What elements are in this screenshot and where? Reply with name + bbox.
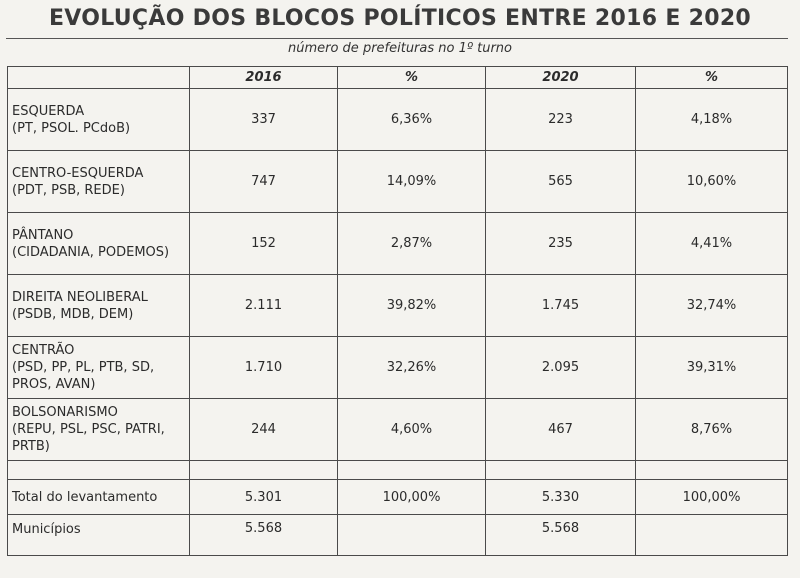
block-name: CENTRÃO	[12, 343, 75, 358]
header-2020: 2020	[486, 67, 636, 89]
cell-pct-2020: 10,60%	[636, 151, 788, 213]
total-pct-2016: 100,00%	[338, 480, 486, 515]
block-name: ESQUERDA	[12, 103, 85, 119]
political-blocks-table	[7, 66, 788, 556]
total-2020: 5.330	[486, 480, 636, 515]
total-row	[8, 480, 788, 515]
block-name: BOLSONARISMO	[12, 405, 118, 420]
table-row	[8, 151, 788, 213]
block-parties: (PSD, PP, PL, PTB, SD, PROS, AVAN)	[12, 360, 155, 392]
cell-2020: 467	[486, 399, 636, 461]
cell-pct-2016: 4,60%	[338, 399, 486, 461]
cell-2016: 337	[190, 89, 338, 151]
municipios-2016: 5.568	[190, 515, 338, 556]
spacer-cell	[190, 461, 338, 480]
cell-2020: 223	[486, 89, 636, 151]
total-pct-2020: 100,00%	[636, 480, 788, 515]
block-label	[8, 337, 190, 399]
spacer-cell	[636, 461, 788, 480]
cell-pct-2016: 2,87%	[338, 213, 486, 275]
municipios-pct-2020	[636, 515, 788, 556]
cell-pct-2020: 4,18%	[636, 89, 788, 151]
block-parties: (PT, PSOL. PCdoB)	[12, 120, 131, 136]
cell-2016: 152	[190, 213, 338, 275]
total-2016: 5.301	[190, 480, 338, 515]
block-parties: (PSDB, MDB, DEM)	[12, 306, 134, 322]
title-divider	[6, 38, 788, 39]
cell-2020: 1.745	[486, 275, 636, 337]
cell-2020: 565	[486, 151, 636, 213]
cell-pct-2016: 39,82%	[338, 275, 486, 337]
cell-2016: 1.710	[190, 337, 338, 399]
cell-pct-2016: 14,09%	[338, 151, 486, 213]
spacer-cell	[338, 461, 486, 480]
cell-2016: 244	[190, 399, 338, 461]
block-label	[8, 151, 190, 213]
municipios-2020: 5.568	[486, 515, 636, 556]
spacer-row	[8, 461, 788, 480]
block-parties: (PDT, PSB, REDE)	[12, 182, 125, 198]
cell-pct-2016: 32,26%	[338, 337, 486, 399]
block-name: CENTRO-ESQUERDA	[12, 165, 144, 181]
cell-pct-2016: 6,36%	[338, 89, 486, 151]
total-label: Total do levantamento	[8, 480, 190, 515]
cell-pct-2020: 32,74%	[636, 275, 788, 337]
municipios-pct-2016	[338, 515, 486, 556]
municipios-label: Municípios	[8, 515, 190, 556]
cell-2020: 2.095	[486, 337, 636, 399]
block-parties: (CIDADANIA, PODEMOS)	[12, 244, 170, 260]
table-subtitle: número de prefeituras no 1º turno	[287, 41, 512, 56]
header-blank	[8, 67, 190, 89]
table-row	[8, 213, 788, 275]
cell-2020: 235	[486, 213, 636, 275]
block-label	[8, 89, 190, 151]
table-row	[8, 89, 788, 151]
header-pct-2016: %	[338, 67, 486, 89]
block-parties: (REPU, PSL, PSC, PATRI, PRTB)	[12, 422, 165, 454]
block-label	[8, 399, 190, 461]
block-label	[8, 213, 190, 275]
cell-pct-2020: 39,31%	[636, 337, 788, 399]
page-title: EVOLUÇÃO DOS BLOCOS POLÍTICOS ENTRE 2016 E 2020	[48, 6, 752, 31]
header-pct-2020: %	[636, 67, 788, 89]
spacer-cell	[486, 461, 636, 480]
block-label	[8, 275, 190, 337]
table-row	[8, 399, 788, 461]
cell-2016: 2.111	[190, 275, 338, 337]
municipios-row	[8, 515, 788, 556]
table-row	[8, 337, 788, 399]
spacer-cell	[8, 461, 190, 480]
cell-2016: 747	[190, 151, 338, 213]
header-2016: 2016	[190, 67, 338, 89]
table-row	[8, 275, 788, 337]
block-name: DIREITA NEOLIBERAL	[12, 289, 148, 305]
header-row	[8, 67, 788, 89]
cell-pct-2020: 4,41%	[636, 213, 788, 275]
cell-pct-2020: 8,76%	[636, 399, 788, 461]
block-name: PÂNTANO	[12, 227, 74, 243]
